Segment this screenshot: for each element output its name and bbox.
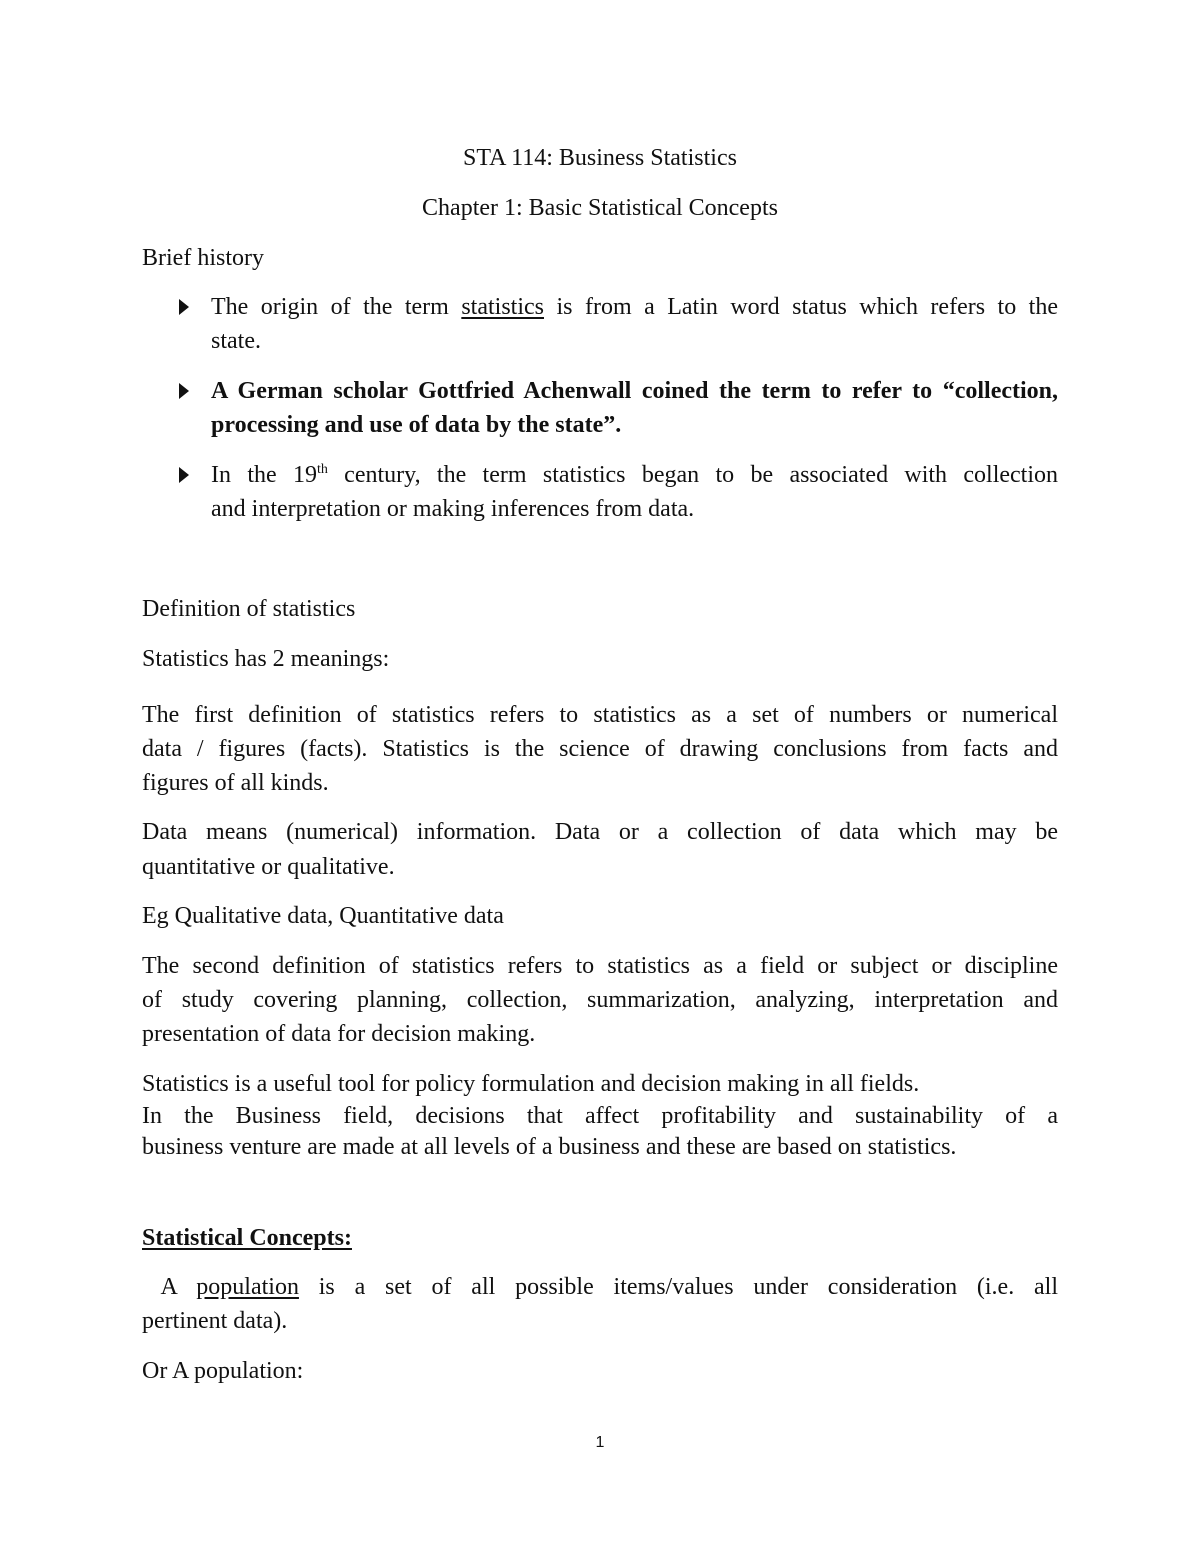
population-line-1: A population is a set of all possible items/values under consideration (i.e. all bbox=[142, 1274, 1058, 1300]
brief-history-heading: Brief history bbox=[142, 245, 264, 271]
data-means-line-2: quantitative or qualitative. bbox=[142, 854, 395, 880]
useful-tool-line: Statistics is a useful tool for policy formulation and decision making in all fields. bbox=[142, 1071, 920, 1097]
history-bullet-2-line-1: A German scholar Gottfried Achenwall coined the term to refer to “collection, bbox=[211, 378, 1058, 404]
chapter-title: Chapter 1: Basic Statistical Concepts bbox=[422, 195, 778, 221]
population-term: population bbox=[196, 1274, 299, 1300]
population-line-2: pertinent data). bbox=[142, 1308, 288, 1334]
page-number: 1 bbox=[595, 1434, 605, 1451]
statistics-term: statistics bbox=[461, 294, 544, 320]
example-line: Eg Qualitative data, Quantitative data bbox=[142, 903, 504, 929]
course-title: STA 114: Business Statistics bbox=[463, 145, 737, 171]
second-definition-line-2: of study covering planning, collection, summarization, analyzing, interpretation and bbox=[142, 987, 1058, 1013]
bullet-arrow-icon bbox=[179, 299, 189, 315]
second-definition-line-3: presentation of data for decision making. bbox=[142, 1021, 536, 1047]
statistical-concepts-heading: Statistical Concepts: bbox=[142, 1225, 352, 1251]
first-definition-line-3: figures of all kinds. bbox=[142, 770, 329, 796]
second-definition-line-1: The second definition of statistics refers to statistics as a field or subject or discipline bbox=[142, 953, 1058, 979]
first-definition-line-1: The first definition of statistics refers to statistics as a set of numbers or numerical bbox=[142, 702, 1058, 728]
bullet-arrow-icon bbox=[179, 383, 189, 399]
history-bullet-3-line-2: and interpretation or making inferences from data. bbox=[211, 496, 695, 522]
bullet-arrow-icon bbox=[179, 467, 189, 483]
history-bullet-3-line-1: In the 19th century, the term statistics began to be associated with collection bbox=[211, 462, 1059, 488]
meanings-line: Statistics has 2 meanings: bbox=[142, 646, 390, 672]
definition-heading: Definition of statistics bbox=[142, 596, 356, 622]
first-definition-line-2: data / figures (facts). Statistics is the science of drawing conclusions from facts and bbox=[142, 736, 1058, 762]
data-means-line-1: Data means (numerical) information. Data or a collection of data which may be bbox=[142, 819, 1058, 845]
business-field-line-2: business venture are made at all levels of a business and these are based on statistics. bbox=[142, 1134, 957, 1160]
or-population-line: Or A population: bbox=[142, 1358, 304, 1384]
history-bullet-1-line-2: state. bbox=[211, 328, 261, 354]
history-bullet-1-line-1: The origin of the term statistics is from a Latin word status which refers to the bbox=[211, 294, 1058, 320]
history-bullet-2-line-2: processing and use of data by the state”. bbox=[211, 412, 622, 438]
business-field-line-1: In the Business field, decisions that affect profitability and sustainability of a bbox=[142, 1103, 1058, 1129]
